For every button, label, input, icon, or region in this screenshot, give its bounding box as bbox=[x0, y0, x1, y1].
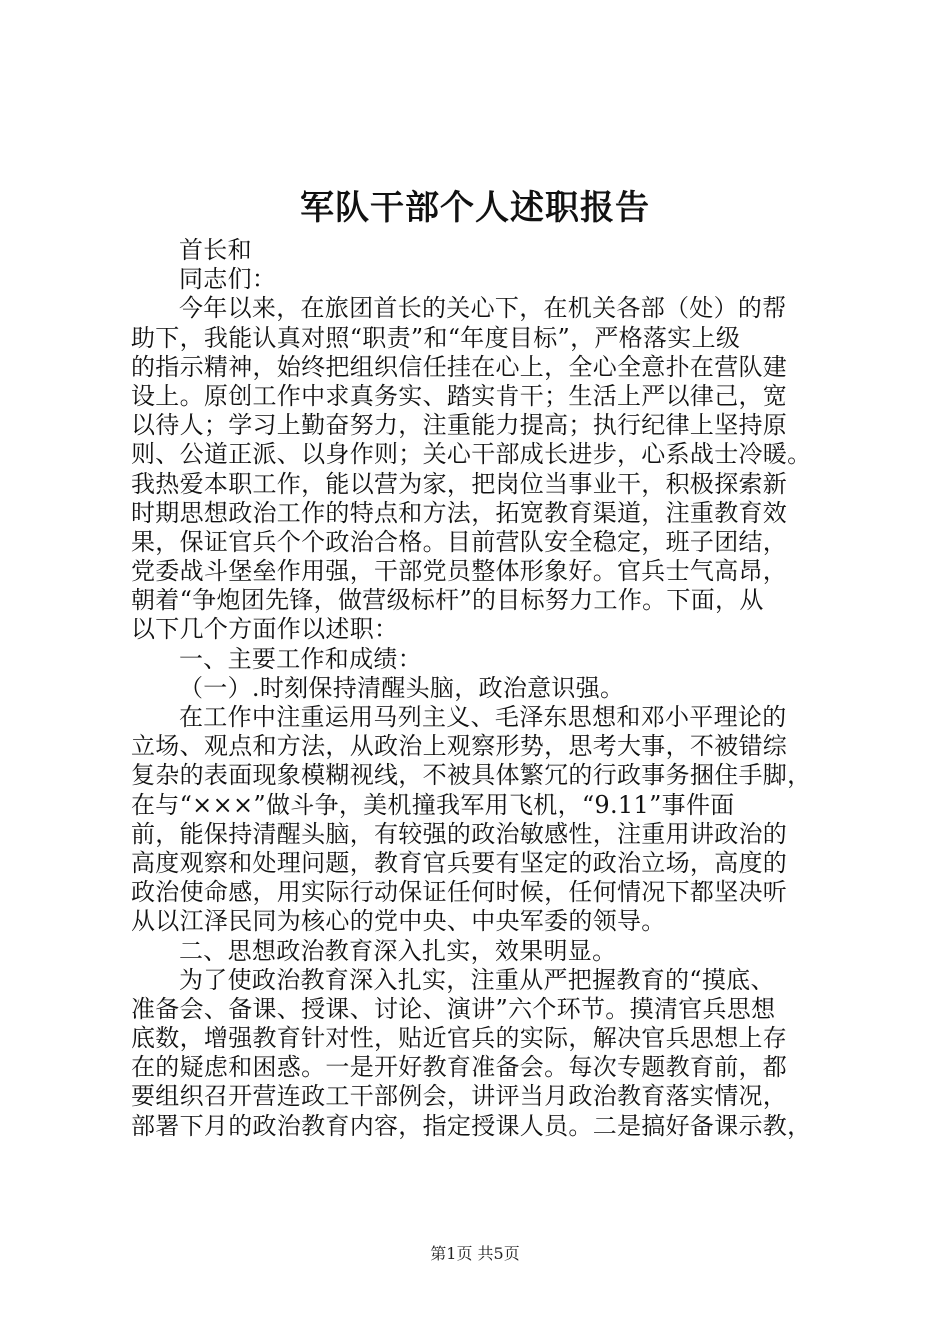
body-line: 同志们： bbox=[179, 265, 277, 294]
body-line: （一）.时刻保持清醒头脑，政治意识强。 bbox=[179, 673, 625, 702]
body-line: 首长和 bbox=[179, 236, 252, 264]
body-line: 准备会、备课、授课、讨论、演讲”六个环节。摸清官兵思想 bbox=[131, 994, 776, 1023]
body-line: 部署下月的政治教育内容，指定授课人员。二是搞好备课示教， bbox=[131, 1111, 812, 1140]
body-line: 在工作中注重运用马列主义、毛泽东思想和邓小平理论的 bbox=[179, 703, 787, 731]
body-line: 的指示精神，始终把组织信任挂在心上，全心全意扑在营队建 bbox=[131, 352, 788, 381]
body-line: 以待人；学习上勤奋努力，注重能力提高；执行纪律上坚持原 bbox=[131, 411, 788, 440]
body-line: 党委战斗堡垒作用强，干部党员整体形象好。官兵士气高昂， bbox=[131, 557, 788, 586]
body-line: 立场、观点和方法，从政治上观察形势，思考大事，不被错综 bbox=[131, 732, 788, 761]
body-line: 则、公道正派、以身作则；关心干部成长进步，心系战士冷暖。 bbox=[131, 440, 812, 469]
body-line: 在的疑虑和困惑。一是开好教育准备会。每次专题教育前，都 bbox=[131, 1053, 788, 1082]
body-line: 前，能保持清醒头脑，有较强的政治敏感性，注重用讲政治的 bbox=[131, 819, 788, 848]
body-line: 设上。原创工作中求真务实、踏实肯干；生活上严以律己，宽 bbox=[131, 381, 788, 410]
body-line: 助下，我能认真对照“职责”和“年度目标”，严格落实上级 bbox=[131, 323, 741, 352]
body-line: 从以江泽民同为核心的党中央、中央军委的领导。 bbox=[131, 907, 666, 936]
body-line: 今年以来，在旅团首长的关心下，在机关各部（处）的帮 bbox=[179, 294, 787, 323]
body-line: 时期思想政治工作的特点和方法，拓宽教育渠道，注重教育效 bbox=[131, 498, 788, 527]
body-line: 我热爱本职工作，能以营为家，把岗位当事业干，积极探索新 bbox=[131, 469, 788, 498]
body-line: 朝着“争炮团先锋，做营级标杆”的目标努力工作。下面，从 bbox=[131, 586, 764, 615]
body-line: 高度观察和处理问题，教育官兵要有坚定的政治立场，高度的 bbox=[131, 848, 788, 877]
body-line: 二、思想政治教育深入扎实，效果明显。 bbox=[179, 936, 617, 965]
body-line: 复杂的表面现象模糊视线，不被具体繁冗的行政事务捆住手脚， bbox=[131, 761, 812, 790]
body-line: 政治使命感，用实际行动保证任何时候，任何情况下都坚决听 bbox=[131, 878, 788, 907]
body-line: 在与“×××”做斗争，美机撞我军用飞机，“9.11”事件面 bbox=[131, 790, 735, 819]
body-line: 底数，增强教育针对性，贴近官兵的实际，解决官兵思想上存 bbox=[131, 1024, 788, 1053]
body-line: 果，保证官兵个个政治合格。目前营队安全稳定，班子团结， bbox=[131, 527, 788, 556]
body-line: 以下几个方面作以述职： bbox=[131, 615, 399, 644]
page-footer: 第1页 共5页 bbox=[430, 1244, 520, 1263]
body-line: 要组织召开营连政工干部例会，讲评当月政治教育落实情况， bbox=[131, 1082, 788, 1111]
body-line: 为了使政治教育深入扎实，注重从严把握教育的“摸底、 bbox=[179, 965, 775, 994]
document-body bbox=[131, 236, 831, 1141]
body-line: 一、主要工作和成绩： bbox=[179, 644, 422, 673]
document-title: 军队干部个人述职报告 bbox=[300, 188, 650, 228]
